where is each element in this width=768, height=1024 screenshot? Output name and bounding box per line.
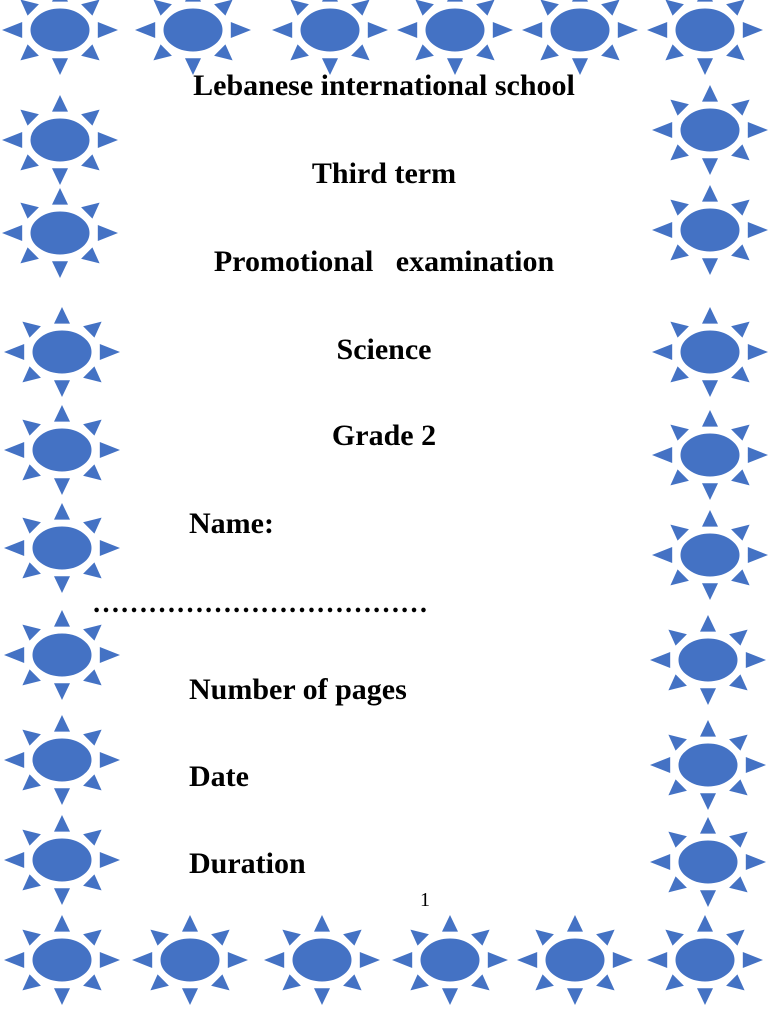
sun-icon [272,0,388,75]
sun-icon [517,915,633,1005]
sun-icon [132,915,248,1005]
pages-label: Number of pages [189,673,407,706]
sun-icon [264,915,380,1005]
sun-icon [4,503,120,593]
sun-icon [650,615,766,705]
sun-icon [647,0,763,75]
date-label: Date [189,760,249,793]
sun-icon [650,720,766,810]
sun-icon [2,0,118,75]
school-name: Lebanese international school [193,69,575,102]
term-title: Third term [311,157,457,190]
name-dotted-line: ……………………………… [92,588,428,619]
sun-icon [135,0,251,75]
sun-icon [652,510,768,600]
sun-icon [4,610,120,700]
sun-icon [397,0,513,75]
duration-label: Duration [189,847,306,880]
sun-icon [392,915,508,1005]
grade-title: Grade 2 [331,419,437,452]
name-label: Name: [189,507,274,540]
sun-icon [4,715,120,805]
page-number: 1 [420,889,430,911]
sun-icon [647,915,763,1005]
exam-title: Promotional examination [213,245,555,278]
subject-title: Science [336,333,432,366]
sun-icon [4,915,120,1005]
sun-icon [522,0,638,75]
